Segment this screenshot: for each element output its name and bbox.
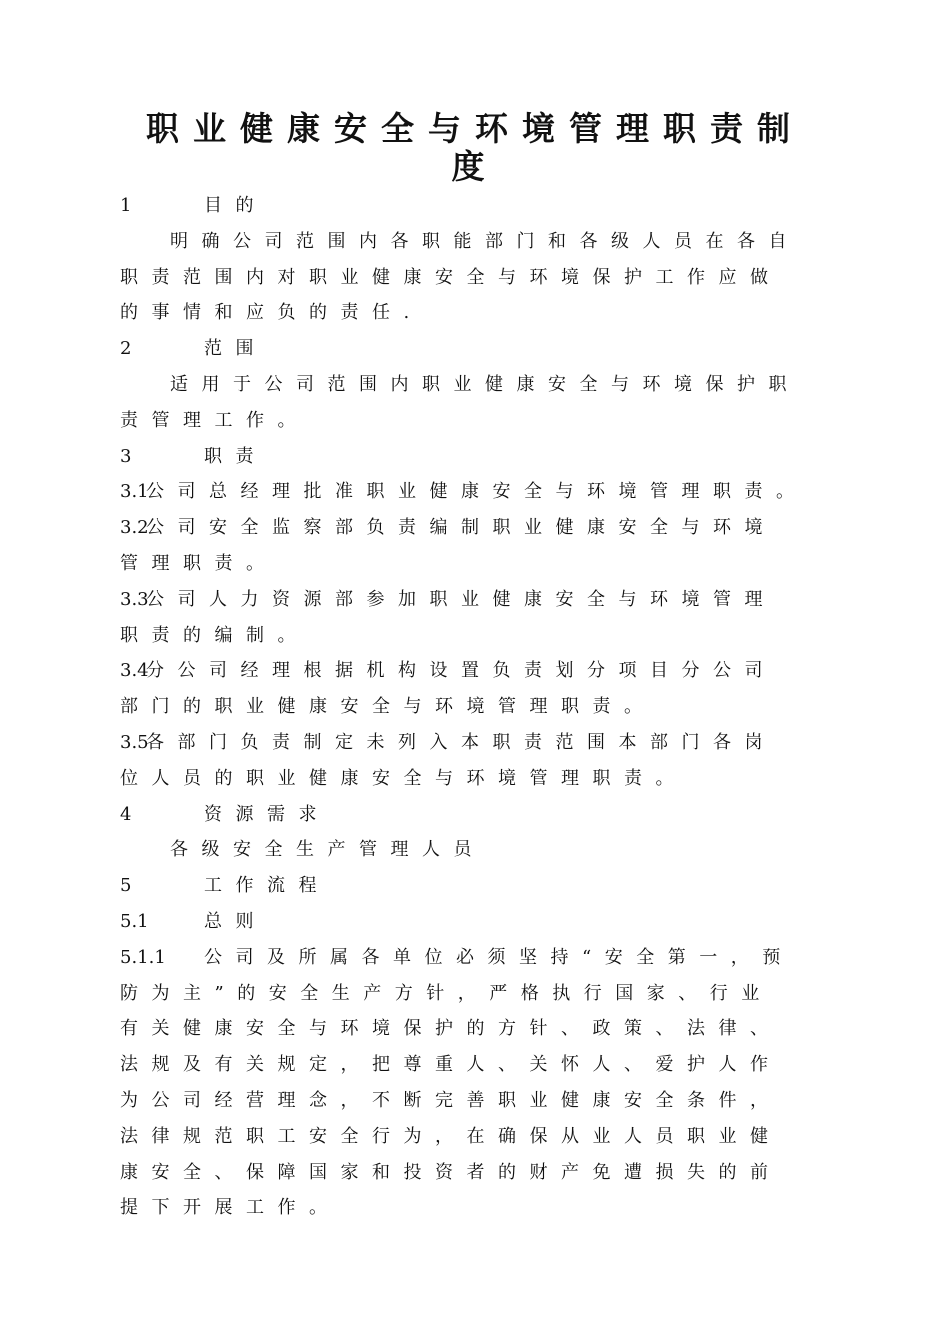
- paragraph-line: [120, 1190, 820, 1226]
- line-text: 分公司经理根据机构设置负责划分项目分公司: [146, 660, 776, 682]
- section-number: 3.1: [120, 481, 149, 503]
- line-text: 管理职责。: [120, 552, 278, 574]
- section-number: 3.3: [120, 588, 149, 610]
- line-text: 公司人力资源部参加职业健康安全与环境管理: [146, 588, 776, 610]
- line-text: 适用于公司范围内职业健康安全与环境保护职: [170, 373, 800, 395]
- line-text: 位人员的职业健康安全与环境管理职责。: [120, 767, 687, 789]
- section-number: 5: [120, 875, 132, 897]
- line-text: 范围: [204, 338, 267, 360]
- paragraph-line: [120, 474, 820, 510]
- line-text: 责管理工作。: [120, 409, 309, 431]
- document-page: [120, 110, 820, 1226]
- line-text: 总则: [204, 910, 267, 932]
- section-number: 3.2: [120, 517, 149, 539]
- paragraph-line: [120, 224, 820, 260]
- paragraph-line: [120, 260, 820, 296]
- paragraph-line: [120, 940, 820, 976]
- line-text: 资源需求: [204, 803, 330, 825]
- paragraph-line: [120, 367, 820, 403]
- line-text: 职责的编制。: [120, 624, 309, 646]
- line-text: 公司总经理批准职业健康安全与环境管理职责。: [146, 481, 808, 503]
- paragraph-line: [120, 1047, 820, 1083]
- line-text: 各部门负责制定未列入本职责范围本部门各岗: [146, 731, 776, 753]
- paragraph-line: [120, 1119, 820, 1155]
- paragraph-line: [120, 510, 820, 546]
- paragraph-line: [120, 188, 820, 224]
- document-body: [120, 188, 820, 1226]
- paragraph-line: [120, 331, 820, 367]
- line-text: 职责: [204, 445, 267, 467]
- line-text: 法律规范职工安全行为，在确保从业人员职业健: [120, 1125, 782, 1147]
- paragraph-line: [120, 832, 820, 868]
- line-text: 部门的职业健康安全与环境管理职责。: [120, 696, 656, 718]
- line-text: 有关健康安全与环境保护的方针、政策、法律、: [120, 1018, 782, 1040]
- line-text: 康安全、保障国家和投资者的财产免遭损失的前: [120, 1161, 782, 1183]
- line-text: 公司及所属各单位必须坚持“安全第一，预: [204, 946, 794, 968]
- line-text: 各级安全生产管理人员: [170, 839, 485, 861]
- line-text: 为公司经营理念，不断完善职业健康安全条件，: [120, 1089, 782, 1111]
- section-number: 3: [120, 445, 132, 467]
- line-text: 的事情和应负的责任.: [120, 302, 423, 324]
- document-title: 职业健康安全与环境管理职责制度: [146, 109, 804, 186]
- line-text: 法规及有关规定，把尊重人、关怀人、爱护人作: [120, 1054, 782, 1076]
- section-number: 3.4: [120, 660, 149, 682]
- section-number: 3.5: [120, 731, 149, 753]
- line-text: 目的: [204, 195, 267, 216]
- paragraph-line: [120, 546, 820, 582]
- paragraph-line: [120, 761, 820, 797]
- line-text: 明确公司范围内各职能部门和各级人员在各自: [170, 230, 800, 252]
- paragraph-line: [120, 725, 820, 761]
- line-text: 公司安全监察部负责编制职业健康安全与环境: [146, 517, 776, 539]
- paragraph-line: [120, 1011, 820, 1047]
- paragraph-line: [120, 582, 820, 618]
- paragraph-line: [120, 797, 820, 833]
- section-number: 5.1.1: [120, 946, 166, 968]
- section-number: 1: [120, 195, 132, 216]
- paragraph-line: [120, 1083, 820, 1119]
- line-text: 工作流程: [204, 875, 330, 897]
- line-text: 职责范围内对职业健康安全与环境保护工作应做: [120, 266, 782, 288]
- paragraph-line: [120, 403, 820, 439]
- paragraph-line: [120, 439, 820, 475]
- paragraph-line: [120, 904, 820, 940]
- section-number: 4: [120, 803, 132, 825]
- line-text: 防为主”的安全生产方针，严格执行国家、行业: [120, 982, 773, 1004]
- paragraph-line: [120, 976, 820, 1012]
- paragraph-line: [120, 295, 820, 331]
- paragraph-line: [120, 1155, 820, 1191]
- section-number: 5.1: [120, 910, 149, 932]
- paragraph-line: [120, 868, 820, 904]
- paragraph-line: [120, 653, 820, 689]
- section-number: 2: [120, 338, 132, 360]
- paragraph-line: [120, 689, 820, 725]
- line-text: 提下开展工作。: [120, 1197, 341, 1219]
- paragraph-line: [120, 618, 820, 654]
